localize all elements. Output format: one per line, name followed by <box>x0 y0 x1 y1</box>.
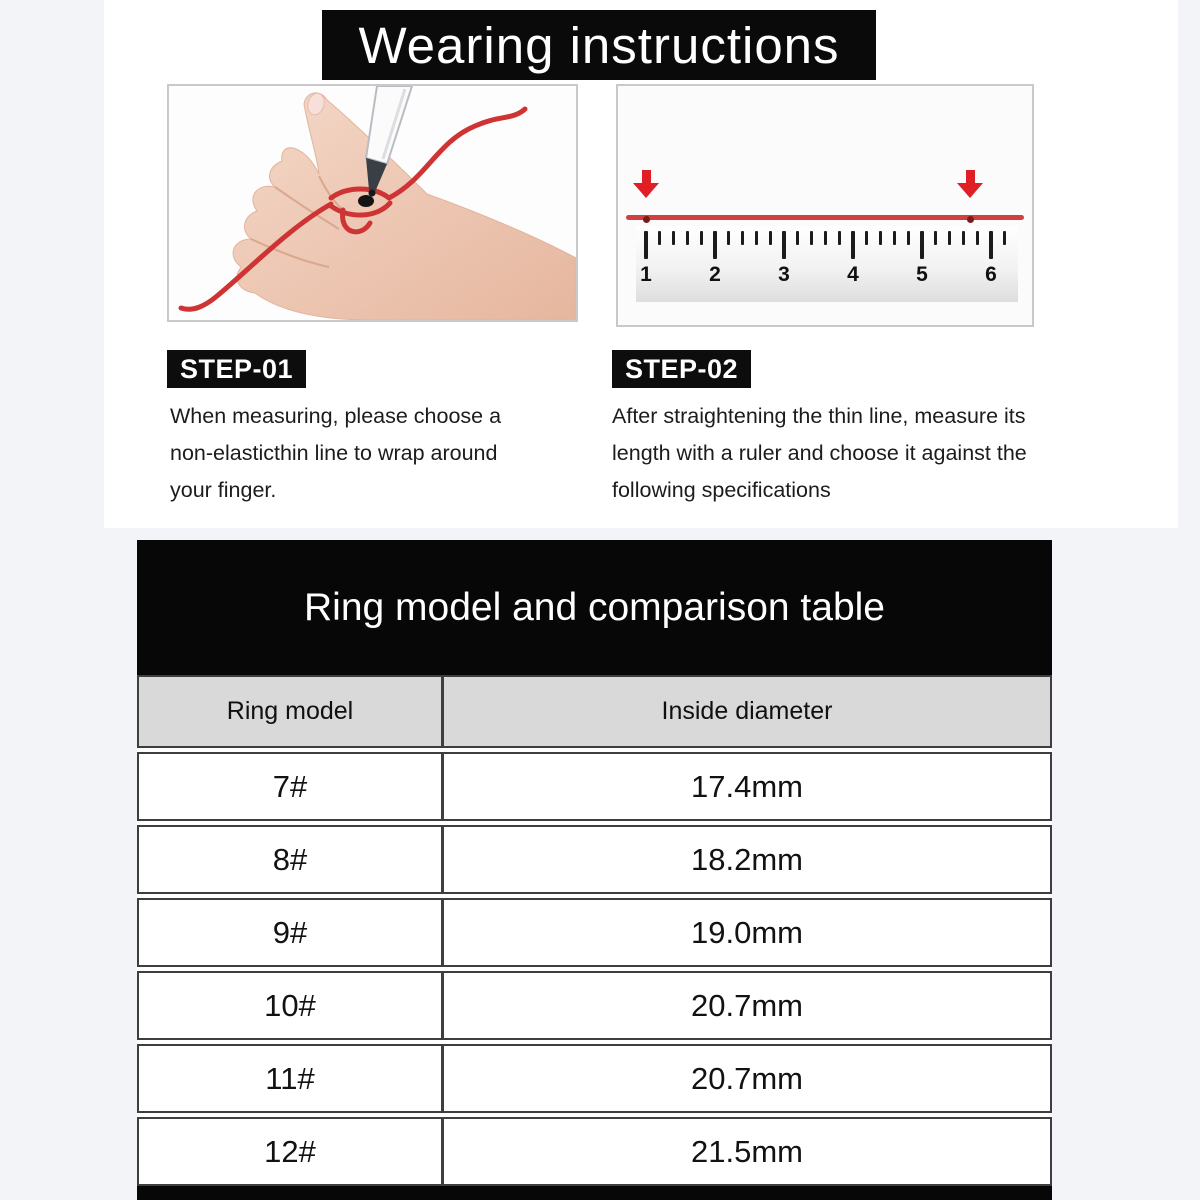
ruler-tick <box>713 231 717 259</box>
red-line <box>626 215 1024 220</box>
cell-inside-diameter: 19.0mm <box>691 914 803 950</box>
ruler-tick <box>851 231 855 259</box>
header-cell-inside-diameter: Inside diameter <box>661 697 833 725</box>
ruler-tick <box>769 231 772 245</box>
marker-arrow-icon <box>633 170 659 198</box>
marker-arrow-icon <box>957 170 983 198</box>
hand-shape <box>233 93 576 320</box>
ruler-tick <box>879 231 882 245</box>
cell-inside-diameter: 17.4mm <box>691 768 803 804</box>
ruler-tick <box>810 231 813 245</box>
hand-string-illustration <box>169 86 576 320</box>
hand-photo-panel <box>167 84 578 322</box>
table-row <box>137 752 1052 821</box>
ruler-tick <box>658 231 661 245</box>
ruler-tick <box>907 231 910 245</box>
ruler-tick <box>727 231 730 245</box>
header-cell-ring-model: Ring model <box>139 677 444 746</box>
table-row <box>137 971 1052 1040</box>
arrow-stem <box>642 170 651 183</box>
ruler-tick <box>755 231 758 245</box>
table-row <box>137 1044 1052 1113</box>
ruler-tick <box>686 231 689 245</box>
step1-badge: STEP-01 <box>167 350 306 388</box>
ruler-tick <box>962 231 965 245</box>
cell-ring-model: 10# <box>139 973 444 1038</box>
cell-ring-model: 7# <box>139 754 444 819</box>
cell-inside-diameter: 18.2mm <box>691 841 803 877</box>
ruler-tick <box>672 231 675 245</box>
marker-dot <box>967 216 974 223</box>
ruler-number: 4 <box>847 263 859 286</box>
table-row <box>137 898 1052 967</box>
ruler-tick <box>920 231 924 259</box>
arrow-head <box>957 183 983 198</box>
table-row <box>137 1117 1052 1186</box>
comparison-title: Ring model and comparison table <box>303 585 885 629</box>
step1-description: When measuring, please choose a non-elasticthin line to wrap around your finger. <box>170 404 502 502</box>
ruler-number: 6 <box>985 263 997 286</box>
ruler-tick <box>934 231 937 245</box>
cell-ring-model: 9# <box>139 900 444 965</box>
ruler-number: 2 <box>709 263 721 286</box>
marker-dot <box>643 216 650 223</box>
page-title: Wearing instructions <box>322 10 876 80</box>
ruler-number: 3 <box>778 263 790 286</box>
ruler-tick <box>796 231 799 245</box>
cell-ring-model: 11# <box>139 1046 444 1111</box>
table-header-row <box>137 675 1052 748</box>
ruler <box>636 226 1018 302</box>
arrow-stem <box>966 170 975 183</box>
ruler-number: 1 <box>640 263 652 286</box>
cell-inside-diameter: 20.7mm <box>691 987 803 1023</box>
ruler-tick <box>838 231 841 245</box>
ruler-tick <box>893 231 896 245</box>
ruler-tick <box>741 231 744 245</box>
ruler-photo-panel <box>616 84 1034 327</box>
step2-description: After straightening the thin line, measure its length with a ruler and choose it against the following specifications <box>612 404 1027 502</box>
cell-inside-diameter: 21.5mm <box>691 1133 803 1169</box>
cell-inside-diameter: 20.7mm <box>691 1060 803 1096</box>
ruler-tick <box>782 231 786 259</box>
step2-badge: STEP-02 <box>612 350 751 388</box>
cell-ring-model: 12# <box>139 1119 444 1184</box>
comparison-table <box>137 675 1052 1186</box>
table-row <box>137 825 1052 894</box>
ruler-tick <box>865 231 868 245</box>
ruler-number: 5 <box>916 263 928 286</box>
ruler-tick <box>989 231 993 259</box>
ruler-tick <box>948 231 951 245</box>
ruler-tick <box>700 231 703 245</box>
comparison-section <box>137 540 1052 1200</box>
arrow-head <box>633 183 659 198</box>
cell-ring-model: 8# <box>139 827 444 892</box>
ruler-tick <box>976 231 979 245</box>
ruler-tick <box>824 231 827 245</box>
pen-mark <box>358 195 374 207</box>
ruler-tick <box>644 231 648 259</box>
ruler-tick <box>1003 231 1006 245</box>
